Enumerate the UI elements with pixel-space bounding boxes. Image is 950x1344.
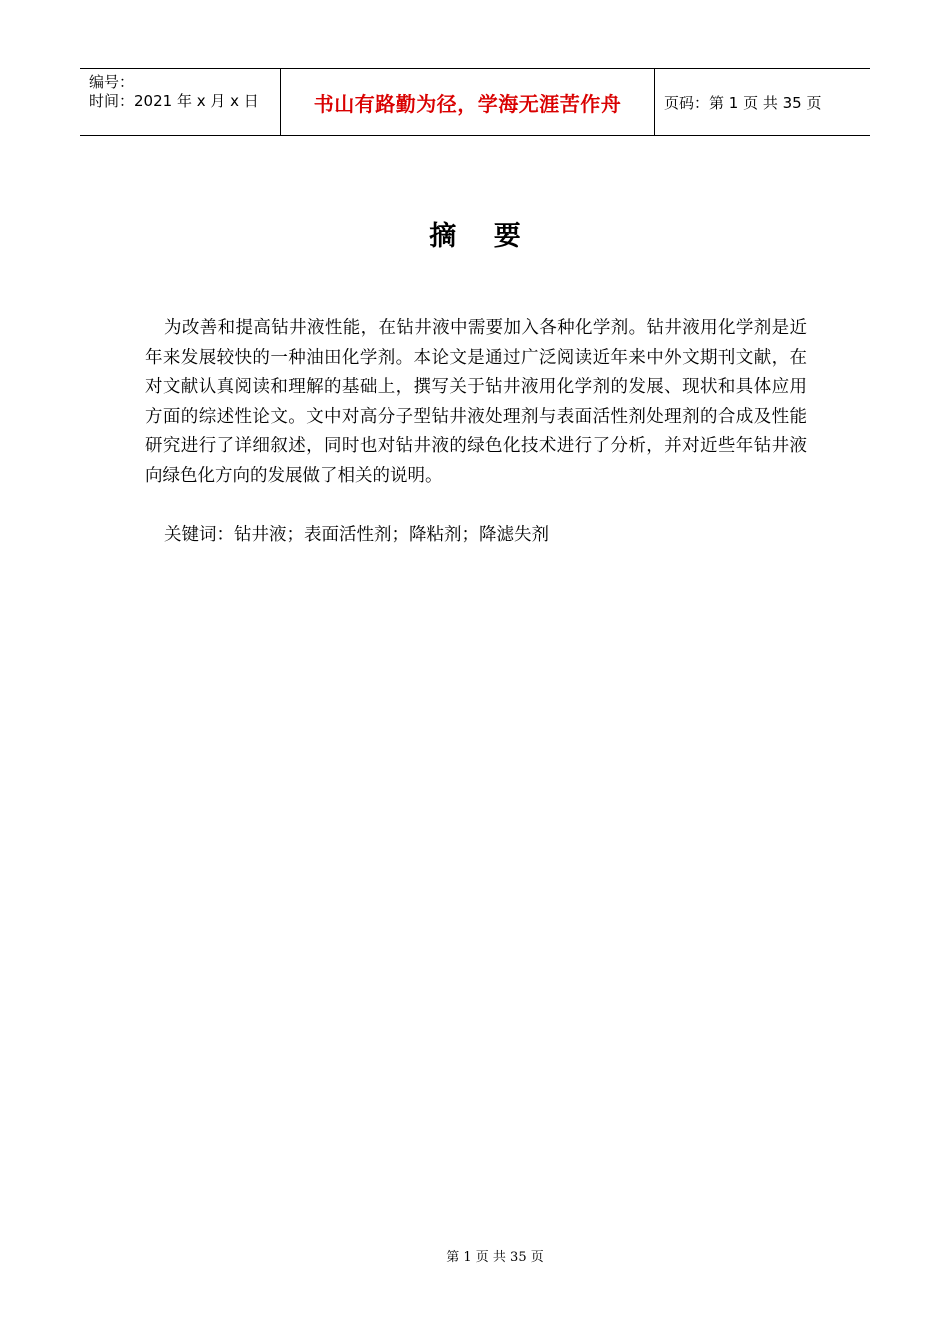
document-number-label: 编号： bbox=[89, 73, 135, 91]
header-meta-cell bbox=[80, 69, 281, 135]
keywords-line bbox=[164, 521, 549, 550]
header-table bbox=[80, 68, 870, 136]
keywords-list: 钻井液；表面活性剂；降粘剂；降滤失剂 bbox=[234, 525, 549, 545]
header-page-info: 页码：第 1 页 共 35 页 bbox=[664, 93, 822, 112]
header-motto: 书山有路勤为径，学海无涯苦作舟 bbox=[281, 69, 655, 135]
keywords-label: 关键词： bbox=[164, 525, 234, 545]
abstract-body: 为改善和提高钻井液性能，在钻井液中需要加入各种化学剂。钻井液用化学剂是近年来发展较快的一种油田化学剂。本论文是通过广泛阅读近年来中外文期刊文献，在对文献认真阅读和理解的基础上，撰写关于钻井液用化学剂的发展、现状和具体应用方面的综述性论文。文中对高分子型钻井液处理剂与表面活性剂处理剂的合成及性能研究进行了详细叙述，同时也对钻井液的绿色化技术进行了分析，并对近些年钻井液向绿色化方向的发展做了相关的说明。 bbox=[145, 318, 807, 486]
page-footer: 第 1 页 共 35 页 bbox=[446, 1250, 544, 1265]
abstract-title: 摘 要 bbox=[429, 221, 535, 252]
document-date: 时间：2021 年 x 月 x 日 bbox=[89, 92, 259, 110]
